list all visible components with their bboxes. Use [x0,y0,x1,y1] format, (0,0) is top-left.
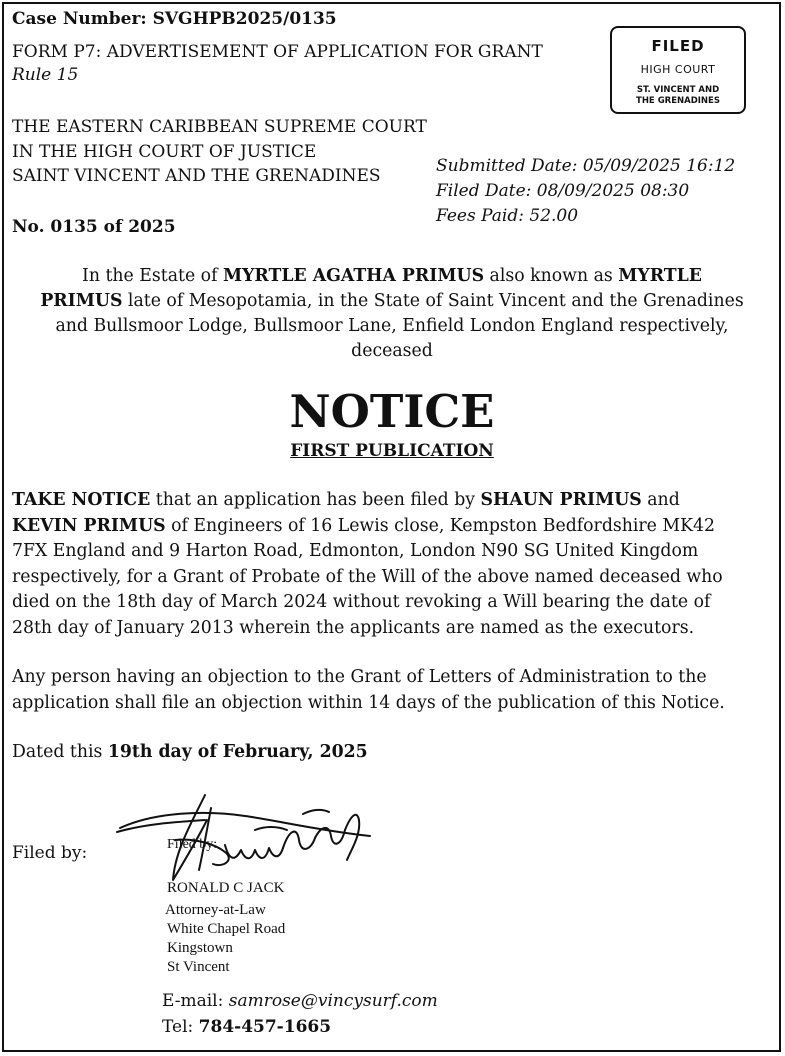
estate-paragraph [12,264,772,364]
filed-stamp [610,26,746,114]
dated-line: Dated this 19th day of February, 2025 [12,742,368,762]
email-line [162,990,438,1013]
first-publication: FIRST PUBLICATION [290,441,494,461]
tel-line [162,1016,331,1039]
body-line3: 7FX England and 9 Harton Road, Edmonton, London N90 SG United Kingdom [12,541,699,561]
case-number: Case Number: SVGHPB2025/0135 [12,9,337,29]
filed-by-overlay: Filed by: [167,837,218,852]
stamp-filed: FILED [651,37,705,55]
estate-line4: deceased [351,341,433,361]
notice-title: NOTICE [289,385,495,438]
attorney-name: RONALD C JACK [167,880,285,896]
estate-line2: PRIMUS late of Mesopotamia, in the State of Saint Vincent and the Grenadines [40,291,744,311]
estate-line1: In the Estate of MYRTLE AGATHA PRIMUS also known as MYRTLE [82,266,702,286]
email-label: E-mail: [162,991,229,1011]
form-title: FORM P7: ADVERTISEMENT OF APPLICATION FOR GRANT [12,42,543,62]
court-name-line1: THE EASTERN CARIBBEAN SUPREME COURT [12,117,427,137]
body-line2: KEVIN PRIMUS of Engineers of 16 Lewis close, Kempston Bedfordshire MK42 [12,515,715,536]
rule-reference: Rule 15 [12,65,79,85]
take-notice-paragraph [12,488,774,641]
tel-number: 784-457-1665 [198,1017,332,1037]
body-line4: respectively, for a Grant of Probate of the Will of the above named deceased who [12,566,723,587]
stamp-high-court: HIGH COURT [640,63,716,76]
objection-line2: application shall file an objection within 14 days of the publication of this Notice. [12,692,725,713]
estate-line3: and Bullsmoor Lodge, Bullsmoor Lane, Enfield London England respectively, [55,316,729,336]
address-line2: Kingstown [167,940,233,956]
stamp-jurisdiction-line1: ST. VINCENT AND [636,85,720,95]
email-address: samrose@vincysurf.com [228,991,438,1011]
body-line6: 28th day of January 2013 wherein the applicants are named as the executors. [12,617,695,638]
objection-line1: Any person having an objection to the Grant of Letters of Administration to the [12,667,707,687]
attorney-title: Attorney-at-Law [165,902,266,918]
signature-image [115,790,380,890]
submitted-date: Submitted Date: 05/09/2025 16:12 [436,156,736,176]
body-line5: died on the 18th day of March 2024 without revoking a Will bearing the date of [12,592,711,612]
tel-label: Tel: [162,1017,199,1037]
stamp-jurisdiction-line2: THE GRENADINES [636,96,720,106]
body-line1: TAKE NOTICE that an application has been filed by SHAUN PRIMUS and [12,490,680,510]
filed-by-label: Filed by: [12,843,88,863]
court-name-line3: SAINT VINCENT AND THE GRENADINES [12,166,381,186]
court-name-line2: IN THE HIGH COURT OF JUSTICE [12,142,317,162]
objection-paragraph [12,665,774,716]
stamp-jurisdiction [612,85,744,107]
case-no: No. 0135 of 2025 [12,217,176,237]
address-line3: St Vincent [167,959,230,975]
filed-date: Filed Date: 08/09/2025 08:30 [436,181,690,201]
address-line1: White Chapel Road [167,921,286,937]
fees-paid: Fees Paid: 52.00 [436,206,579,226]
